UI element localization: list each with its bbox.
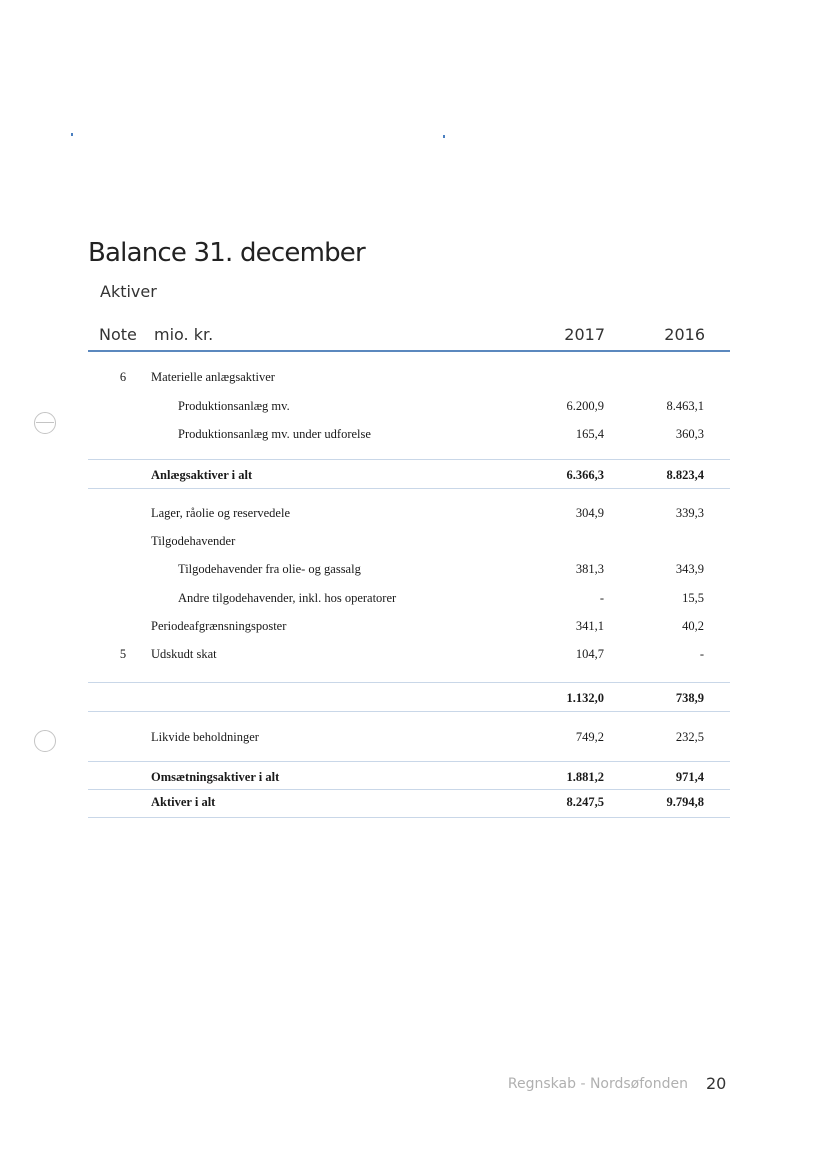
row-value-2017: 341,1	[575, 619, 604, 633]
scan-speck	[443, 135, 445, 138]
row-value-2016: 232,5	[675, 730, 704, 744]
row-value-2017: 104,7	[575, 647, 604, 661]
row-value-2016: 8.463,1	[666, 399, 704, 413]
row-rule	[88, 711, 730, 712]
row-label: Udskudt skat	[151, 647, 217, 661]
column-header-unit: mio. kr.	[154, 325, 214, 344]
row-label: Anlægsaktiver i alt	[151, 468, 253, 482]
row-value-2017: 304,9	[575, 506, 604, 520]
row-rule	[88, 817, 730, 818]
row-value-2016: 40,2	[682, 619, 704, 633]
row-value-2017: 1.132,0	[566, 691, 604, 705]
row-value-2017: 8.247,5	[566, 795, 604, 809]
row-value-2016: 15,5	[682, 591, 704, 605]
table-row	[88, 617, 730, 635]
table-row	[88, 689, 730, 707]
row-value-2016: 360,3	[675, 427, 704, 441]
column-header-note: Note	[99, 325, 137, 344]
row-value-2017: 165,4	[575, 427, 604, 441]
table-row	[88, 728, 730, 746]
row-label: Tilgodehavender fra olie- og gassalg	[178, 562, 361, 576]
table-row	[88, 368, 730, 386]
page-number: 20	[706, 1074, 727, 1093]
page-title: Balance 31. december	[88, 238, 365, 268]
column-header-2017: 2017	[564, 325, 605, 344]
row-label: Produktionsanlæg mv.	[178, 399, 290, 413]
row-label: Omsætningsaktiver i alt	[151, 770, 280, 784]
row-value-2016: 339,3	[675, 506, 704, 520]
table-row	[88, 466, 730, 484]
row-value-2017: -	[599, 591, 604, 605]
row-label: Likvide beholdninger	[151, 730, 259, 744]
row-note: 6	[119, 370, 127, 384]
row-note: 5	[119, 647, 127, 661]
column-header-2016: 2016	[664, 325, 705, 344]
row-value-2016: 8.823,4	[666, 468, 704, 482]
row-value-2016: 971,4	[675, 770, 704, 784]
row-label: Materielle anlægsaktiver	[151, 370, 275, 384]
table-row	[88, 532, 730, 550]
binder-hole	[34, 730, 56, 752]
row-value-2017: 6.366,3	[566, 468, 604, 482]
binder-hole	[34, 412, 56, 434]
row-value-2016: 9.794,8	[666, 795, 704, 809]
row-rule	[88, 682, 730, 683]
footer-text: Regnskab - Nordsøfonden	[507, 1076, 688, 1092]
row-value-2017: 381,3	[575, 562, 604, 576]
row-value-2016: -	[699, 647, 704, 661]
row-value-2017: 6.200,9	[566, 399, 604, 413]
section-subtitle: Aktiver	[100, 282, 157, 301]
table-row	[88, 397, 730, 415]
row-label: Andre tilgodehavender, inkl. hos operatorer	[178, 591, 397, 605]
table-row	[88, 793, 730, 811]
table-row	[88, 560, 730, 578]
table-row	[88, 504, 730, 522]
row-value-2016: 738,9	[675, 691, 704, 705]
row-label: Produktionsanlæg mv. under udforelse	[178, 427, 371, 441]
row-rule	[88, 459, 730, 460]
row-rule	[88, 761, 730, 762]
row-label: Periodeafgrænsningsposter	[151, 619, 287, 633]
row-value-2016: 343,9	[675, 562, 704, 576]
header-rule	[88, 350, 730, 352]
table-row	[88, 589, 730, 607]
row-label: Lager, råolie og reservedele	[151, 506, 291, 520]
row-value-2017: 749,2	[575, 730, 604, 744]
scan-speck	[71, 133, 73, 136]
table-row	[88, 645, 730, 663]
row-label: Aktiver i alt	[151, 795, 216, 809]
table-row	[88, 425, 730, 443]
row-label: Tilgodehavender	[151, 534, 236, 548]
row-value-2017: 1.881,2	[566, 770, 604, 784]
table-row	[88, 768, 730, 786]
row-rule	[88, 488, 730, 489]
row-rule	[88, 789, 730, 790]
